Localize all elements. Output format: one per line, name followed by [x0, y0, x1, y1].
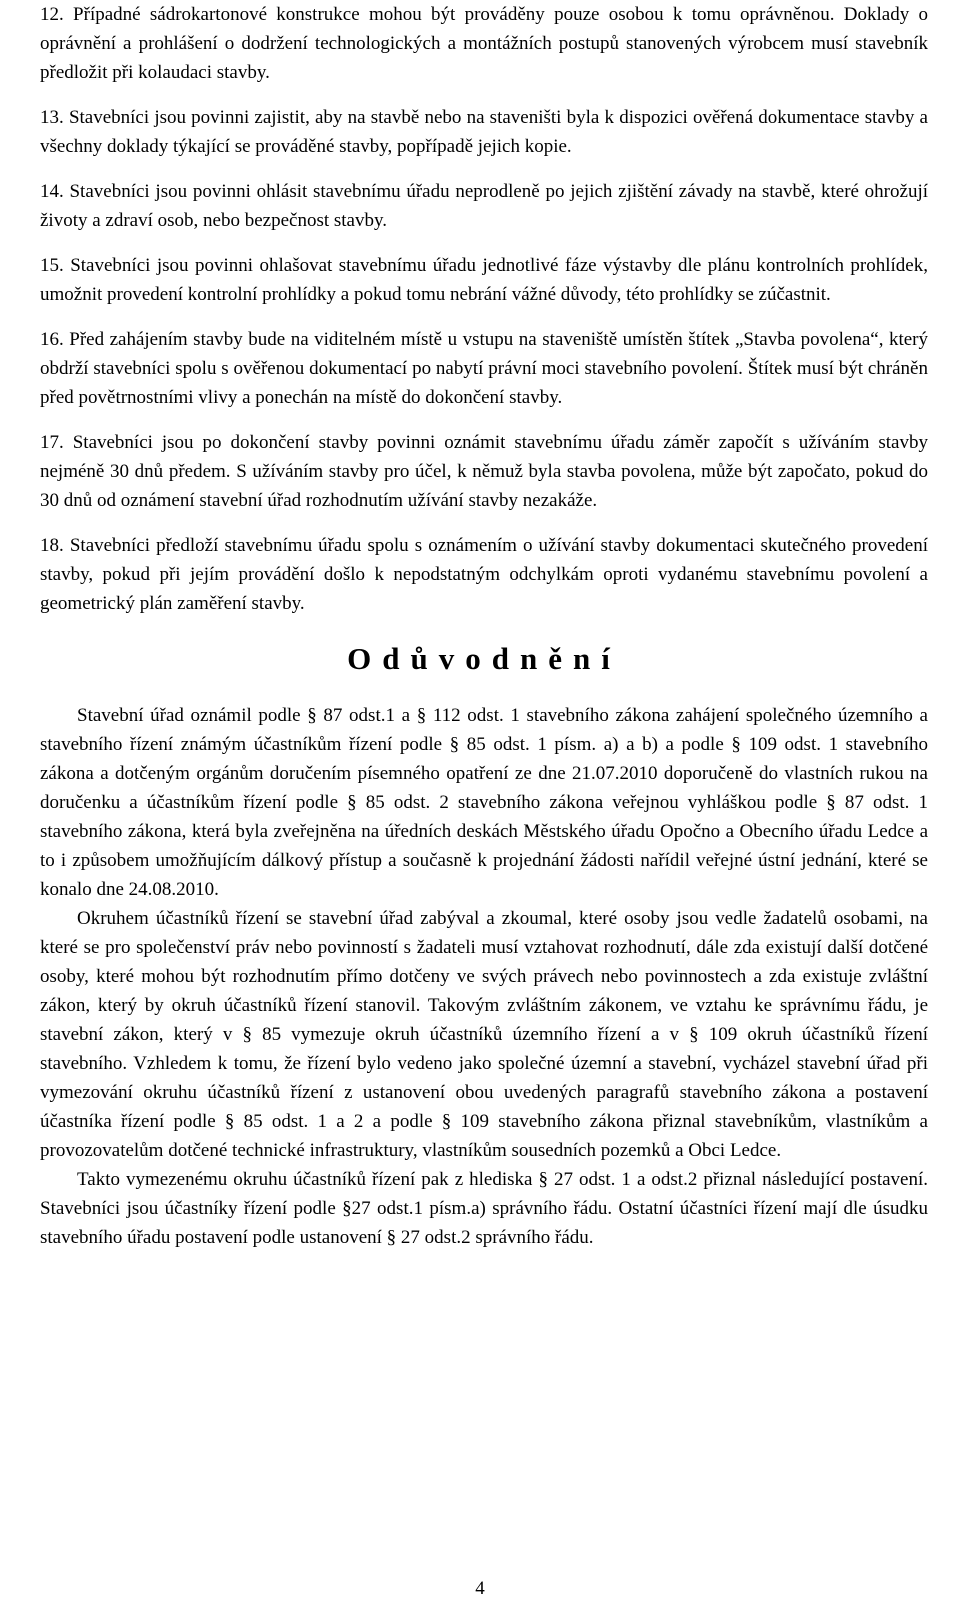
document-content: [40, 0, 928, 1252]
item-number: 18.: [40, 535, 64, 556]
item-text: Stavebníci předloží stavebnímu úřadu spolu s oznámením o užívání stavby dokumentaci skutečného provedení stavby, pokud při jejím provádění došlo k nepodstatným odchylkám oproti vydanému stavebnímu povolení a geometrický plán zaměření stavby.: [40, 535, 929, 614]
condition-item-14: [40, 177, 928, 235]
section-heading: Odůvodnění: [347, 641, 621, 676]
item-number: 13.: [40, 107, 64, 128]
condition-item-16: [40, 325, 928, 412]
condition-item-18: [40, 531, 928, 618]
item-number: 15.: [40, 255, 64, 276]
item-text: Před zahájením stavby bude na viditelném místě u vstupu na staveniště umístěn štítek „Stavba povolena“, který obdrží stavebníci spolu s ověřenou dokumentací po nabytí právní moci stavebního povolení. Štítek musí být chráněn před povětrnostními vlivy a ponechán na místě do dokončení stavby.: [40, 329, 928, 408]
justification-paragraph-2: Okruhem účastníků řízení se stavební úřad zabýval a zkoumal, které osoby jsou vedle žadatelů osobami, na které se pro společenství práv nebo povinností s žadateli musí vztahovat rozhodnutí, dále zda existují další dotčené osoby, které mohou být rozhodnutím přímo dotčeny ve svých právech nebo povinnostech a zda existuje zvláštní zákon, který by okruh účastníků řízení stanovil. Takovým zvláštním zákonem, ve vztahu ke správnímu řádu, je stavební zákon, který v § 85 vymezuje okruh účastníků územního řízení a v § 109 okruh účastníků řízení stavebního. Vzhledem k tomu, že řízení bylo vedeno jako společné územní a stavební, vycházel stavební úřad při vymezování okruhu účastníků řízení z ustanovení obou uvedených paragrafů stavebního zákona a postavení účastníka řízení podle § 85 odst. 1 a 2 a podle § 109 stavebního zákona přiznal stavebníkům, vlastníkům a provozovatelům dotčené technické infrastruktury, vlastníkům sousedních pozemků a Obci Ledce.: [40, 908, 928, 1161]
condition-item-12: [40, 0, 928, 87]
item-text: Stavebníci jsou povinni ohlásit stavebnímu úřadu neprodleně po jejich zjištění závady na stavbě, které ohrožují životy a zdraví osob, nebo bezpečnost stavby.: [40, 181, 928, 231]
page-number: 4: [475, 1578, 485, 1599]
item-number: 14.: [40, 181, 64, 202]
justification-paragraph-3: Takto vymezenému okruhu účastníků řízení pak z hlediska § 27 odst. 1 a odst.2 přiznal následující postavení. Stavebníci jsou účastníky řízení podle §27 odst.1 písm.a) správního řádu. Ostatní účastníci řízení mají dle úsudku stavebního úřadu postavení podle ustanovení § 27 odst.2 správního řádu.: [40, 1169, 928, 1248]
item-number: 17.: [40, 432, 64, 453]
condition-item-15: [40, 251, 928, 309]
condition-item-13: [40, 103, 928, 161]
item-text: Stavebníci jsou povinni zajistit, aby na stavbě nebo na staveništi byla k dispozici ověřená dokumentace stavby a všechny doklady týkající se prováděné stavby, popřípadě jejich kopie.: [40, 107, 928, 157]
item-number: 16.: [40, 329, 64, 350]
item-number: 12.: [40, 4, 64, 25]
item-text: Případné sádrokartonové konstrukce mohou být prováděny pouze osobou k tomu oprávněnou. Doklady o oprávnění a prohlášení o dodržení technologických a montážních postupů stanovených výrobcem musí stavebník předložit při kolaudaci stavby.: [40, 4, 928, 83]
condition-item-17: [40, 428, 928, 515]
justification-paragraph-1: Stavební úřad oznámil podle § 87 odst.1 a § 112 odst. 1 stavebního zákona zahájení společného územního a stavebního řízení známým účastníkům řízení podle § 85 odst. 1 písm. a) a b) a podle § 109 odst. 1 stavebního zákona a dotčeným orgánům doručením písemného opatření ze dne 21.07.2010 doporučeně do vlastních rukou na doručenku a účastníkům řízení podle § 85 odst. 2 stavebního zákona veřejnou vyhláškou podle § 87 odst. 1 stavebního zákona, která byla zveřejněna na úředních deskách Městského úřadu Opočno a Obecního úřadu Ledce a to i způsobem umožňujícím dálkový přístup a současně k projednání žádosti nařídil veřejné ústní jednání, které se konalo dne 24.08.2010.: [40, 705, 928, 900]
item-text: Stavebníci jsou po dokončení stavby povinni oznámit stavebnímu úřadu záměr započít s užíváním stavby nejméně 30 dnů předem. S užíváním stavby pro účel, k němuž byla stavba povolena, může být započato, pokud do 30 dnů od oznámení stavební úřad rozhodnutím užívání stavby nezakáže.: [40, 432, 928, 511]
item-text: Stavebníci jsou povinni ohlašovat stavebnímu úřadu jednotlivé fáze výstavby dle plánu kontrolních prohlídek, umožnit provedení kontrolní prohlídky a pokud tomu nebrání vážné důvody, této prohlídky se zúčastnit.: [40, 255, 928, 305]
